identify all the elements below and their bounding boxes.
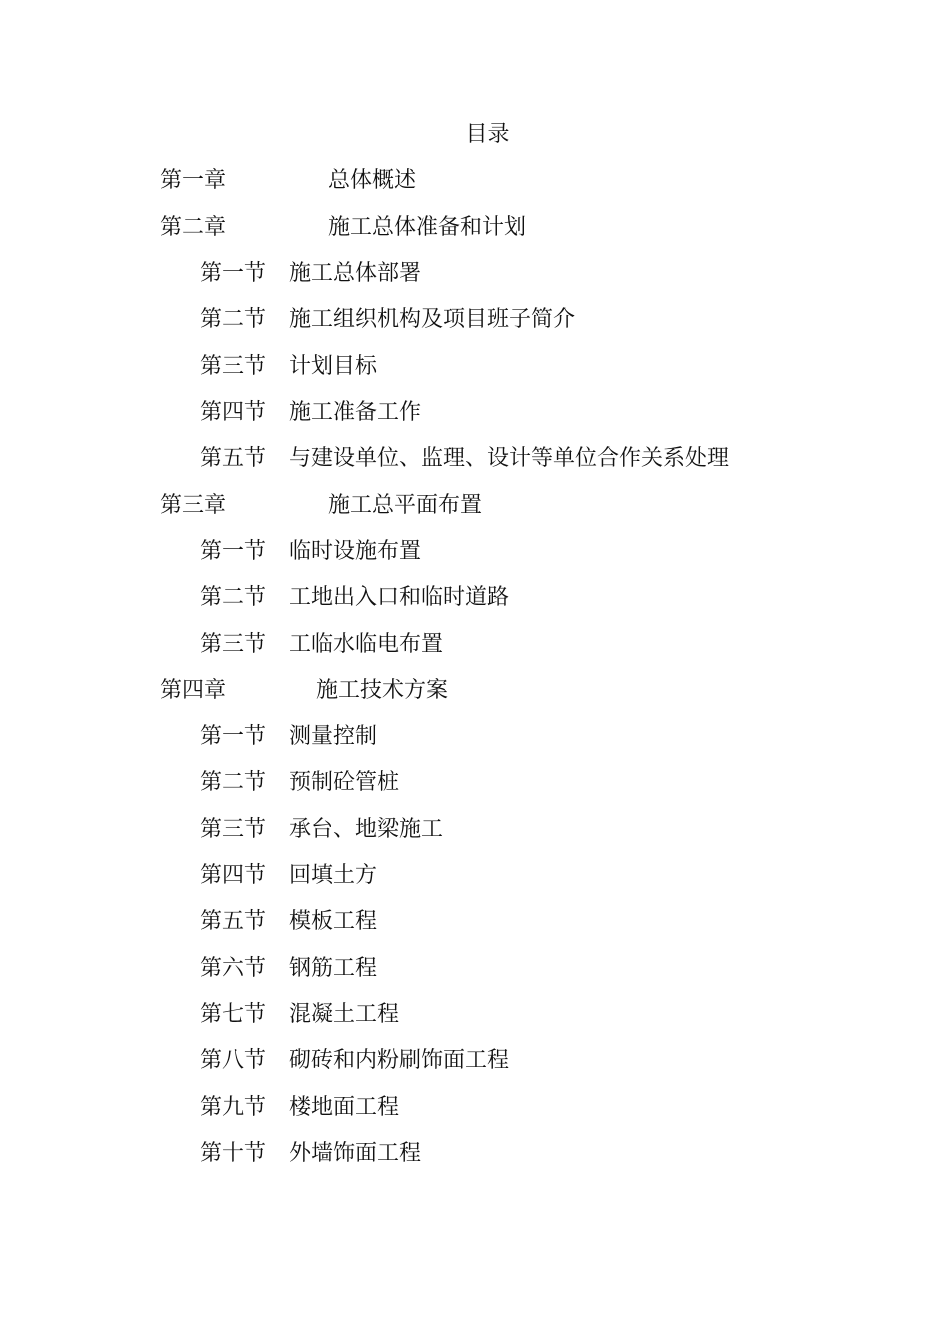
section-number: 第二节 [200,585,267,610]
section-number: 第四节 [200,863,267,888]
section-number: 第三节 [200,817,267,842]
section-title: 工临水临电布置 [289,632,444,657]
section-number: 第一节 [200,724,267,749]
toc-title: 目录 [465,122,510,147]
section-number: 第二节 [200,307,267,332]
chapter-title: 施工总平面布置 [328,493,483,518]
chapter-number: 第二章 [160,215,227,240]
section-number: 第六节 [200,956,267,981]
section-title: 计划目标 [289,354,378,379]
chapter-number: 第三章 [160,493,227,518]
chapter-title: 总体概述 [328,168,417,193]
section-title: 混凝土工程 [289,1002,400,1027]
chapter-title: 施工总体准备和计划 [328,215,527,240]
section-number: 第七节 [200,1002,267,1027]
section-title: 回填土方 [289,863,378,888]
section-number: 第一节 [200,261,267,286]
section-title: 砌砖和内粉刷饰面工程 [289,1048,510,1073]
section-title: 与建设单位、监理、设计等单位合作关系处理 [289,446,730,471]
section-title: 模板工程 [289,909,378,934]
section-title: 测量控制 [289,724,378,749]
section-title: 施工总体部署 [289,261,422,286]
section-number: 第五节 [200,909,267,934]
section-number: 第一节 [200,539,267,564]
section-number: 第三节 [200,632,267,657]
section-title: 楼地面工程 [289,1095,400,1120]
chapter-number: 第一章 [160,168,227,193]
section-number: 第四节 [200,400,267,425]
section-title: 施工组织机构及项目班子简介 [289,307,576,332]
section-number: 第八节 [200,1048,267,1073]
chapter-number: 第四章 [160,678,227,703]
section-title: 钢筋工程 [289,956,378,981]
section-number: 第三节 [200,354,267,379]
section-title: 外墙饰面工程 [289,1141,422,1166]
section-number: 第二节 [200,770,267,795]
chapter-title: 施工技术方案 [316,678,449,703]
section-title: 施工准备工作 [289,400,422,425]
section-number: 第十节 [200,1141,267,1166]
section-number: 第五节 [200,446,267,471]
section-title: 工地出入口和临时道路 [289,585,510,610]
section-title: 临时设施布置 [289,539,422,564]
section-number: 第九节 [200,1095,267,1120]
section-title: 承台、地梁施工 [289,817,444,842]
section-title: 预制砼管桩 [289,770,400,795]
